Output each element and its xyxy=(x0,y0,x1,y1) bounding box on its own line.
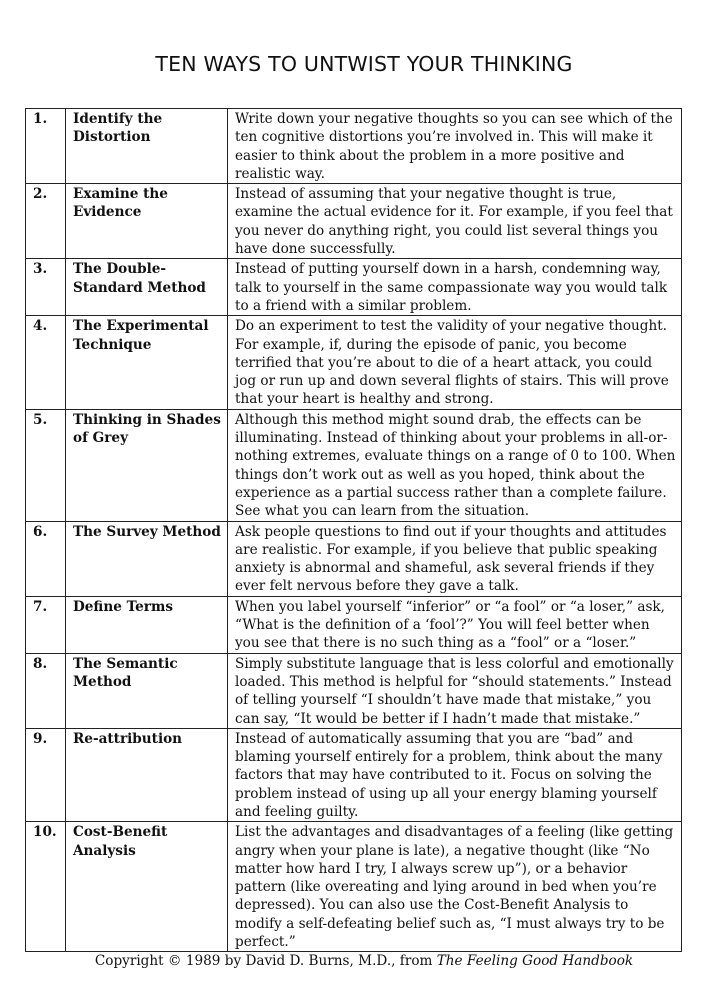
method-description: Although this method might sound drab, the effects can be illuminating. Instead of thinking about your problems in all-or-nothing extremes, evaluate things on a range of 0 to 100. When things don’t work out as well as you hoped, think about the experience as a partial success rather than a complete failure. See what you can learn from the situation. xyxy=(228,409,682,521)
method-name: Identify the Distortion xyxy=(66,109,228,184)
method-description: Simply substitute language that is less colorful and emotionally loaded. This method is helpful for “should statements.” Instead of telling yourself “I shouldn’t have made that mistake,” you can say, “It would be better if I hadn’t made that mistake.” xyxy=(228,653,682,728)
row-number: 7. xyxy=(26,596,66,653)
table-row xyxy=(26,184,682,259)
row-number: 2. xyxy=(26,184,66,259)
method-description: List the advantages and disadvantages of a feeling (like getting angry when your plane is late), a negative thought (like “No matter how hard I try, I always screw up”), or a behavior pattern (like overeating and lying around in bed when you’re depressed). You can also use the Cost-Benefit Analysis to modify a self-defeating belief such as, “I must always try to be perfect.” xyxy=(228,822,682,952)
method-name: Thinking in Shades of Grey xyxy=(66,409,228,521)
table-row xyxy=(26,259,682,316)
method-description: When you label yourself “inferior” or “a fool” or “a loser,” ask, “What is the definition of a ‘fool’?” You will feel better when you see that there is no such thing as a “fool” or a “loser.” xyxy=(228,596,682,653)
method-description: Write down your negative thoughts so you can see which of the ten cognitive distortions you’re involved in. This will make it easier to think about the problem in a more positive and realistic way. xyxy=(228,109,682,184)
page-title: TEN WAYS TO UNTWIST YOUR THINKING xyxy=(155,52,573,76)
method-name: Define Terms xyxy=(66,596,228,653)
table-row xyxy=(26,728,682,821)
table-row xyxy=(26,596,682,653)
table-row xyxy=(26,316,682,409)
row-number: 10. xyxy=(26,822,66,952)
method-description: Instead of automatically assuming that you are “bad” and blaming yourself entirely for a problem, think about the many factors that may have contributed to it. Focus on solving the problem instead of using up all your energy blaming yourself and feeling guilty. xyxy=(228,728,682,821)
method-name: The Experimental Technique xyxy=(66,316,228,409)
copyright-footer xyxy=(0,951,728,971)
row-number: 8. xyxy=(26,653,66,728)
table-row xyxy=(26,109,682,184)
table-row xyxy=(26,822,682,952)
method-description: Instead of putting yourself down in a harsh, condemning way, talk to yourself in the same compassionate way you would talk to a friend with a similar problem. xyxy=(228,259,682,316)
method-name: The Semantic Method xyxy=(66,653,228,728)
book-title: The Feeling Good Handbook xyxy=(436,953,634,969)
table-row xyxy=(26,409,682,521)
row-number: 1. xyxy=(26,109,66,184)
methods-table xyxy=(25,108,682,952)
method-description: Do an experiment to test the validity of your negative thought. For example, if, during the episode of panic, you become terrified that you’re about to die of a heart attack, you could jog or run up and down several flights of stairs. This will prove that your heart is healthy and strong. xyxy=(228,316,682,409)
method-name: The Survey Method xyxy=(66,521,228,596)
row-number: 3. xyxy=(26,259,66,316)
row-number: 9. xyxy=(26,728,66,821)
row-number: 5. xyxy=(26,409,66,521)
method-name: The Double-Standard Method xyxy=(66,259,228,316)
method-description: Instead of assuming that your negative thought is true, examine the actual evidence for it. For example, if you feel that you never do anything right, you could list several things you have done successfully. xyxy=(228,184,682,259)
copyright-text: Copyright © 1989 by David D. Burns, M.D., from xyxy=(94,953,437,969)
table-row xyxy=(26,521,682,596)
method-name: Examine the Evidence xyxy=(66,184,228,259)
method-description: Ask people questions to find out if your thoughts and attitudes are realistic. For example, if you believe that public speaking anxiety is abnormal and shameful, ask several friends if they ever felt nervous before they gave a talk. xyxy=(228,521,682,596)
row-number: 6. xyxy=(26,521,66,596)
row-number: 4. xyxy=(26,316,66,409)
method-name: Re-attribution xyxy=(66,728,228,821)
method-name: Cost-Benefit Analysis xyxy=(66,822,228,952)
table-row xyxy=(26,653,682,728)
